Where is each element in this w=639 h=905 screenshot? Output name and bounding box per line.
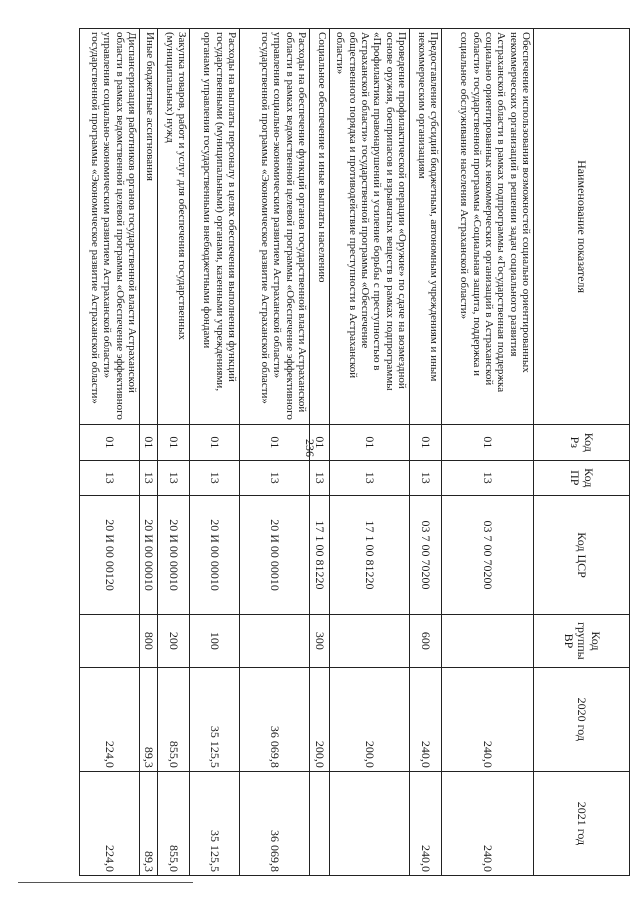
row-name: Диспансеризация работников органов государственной власти Астраханской области в рамках ведомственной целевой программы «Обеспечение эффективного управления социально-экономическим развитием Астраханской области» государственной программы «Экономическое развитие Астраханской области» xyxy=(80,29,140,425)
row-2021 xyxy=(330,771,410,875)
header-2021: 2021 год xyxy=(534,771,630,875)
row-pr: 13 xyxy=(80,460,140,495)
row-vr: 600 xyxy=(410,615,442,668)
row-2021: 855,0 xyxy=(158,771,190,875)
row-csr: 03 7 00 70200 xyxy=(442,495,534,614)
table-row xyxy=(80,29,140,876)
row-2021 xyxy=(310,771,330,875)
row-name: Закупка товаров, работ и услуг для обеспечения государственных (муниципальных) нужд xyxy=(158,29,190,425)
row-rz: 01 xyxy=(240,425,310,460)
table-row xyxy=(190,29,240,876)
row-csr: 17 1 00 81220 xyxy=(310,495,330,614)
budget-table xyxy=(79,28,630,876)
header-name: Наименование показателя xyxy=(534,29,630,425)
footnote-divider xyxy=(18,882,193,883)
row-vr: 300 xyxy=(310,615,330,668)
row-pr: 13 xyxy=(158,460,190,495)
row-2020: 35 125,5 xyxy=(190,667,240,771)
row-2020: 224,0 xyxy=(80,667,140,771)
table-row xyxy=(410,29,442,876)
header-rz: Код Рз xyxy=(534,425,630,460)
row-2020: 240,0 xyxy=(410,667,442,771)
row-2021: 35 125,5 xyxy=(190,771,240,875)
row-rz: 01 xyxy=(140,425,158,460)
row-rz: 01 xyxy=(410,425,442,460)
row-2021: 240,0 xyxy=(410,771,442,875)
row-pr: 13 xyxy=(442,460,534,495)
header-vr: Код группы ВР xyxy=(534,615,630,668)
row-rz: 01 xyxy=(80,425,140,460)
row-name: Предоставление субсидий бюджетным, автономным учреждениям и иным некоммерческим организациям xyxy=(410,29,442,425)
header-pr: Код ПР xyxy=(534,460,630,495)
row-rz: 01 xyxy=(158,425,190,460)
row-vr xyxy=(80,615,140,668)
row-pr: 13 xyxy=(310,460,330,495)
row-vr xyxy=(330,615,410,668)
row-pr: 13 xyxy=(410,460,442,495)
table-row xyxy=(442,29,534,876)
header-row xyxy=(534,29,630,876)
row-pr: 13 xyxy=(190,460,240,495)
row-rz: 01 xyxy=(190,425,240,460)
row-2020: 240,0 xyxy=(442,667,534,771)
row-name: Расходы на выплаты персоналу в целях обеспечения выполнения функций государственными (муниципальными) органами, казенными учреждениями, органами управления государственными внебюджетными фондами xyxy=(190,29,240,425)
row-2021: 224,0 xyxy=(80,771,140,875)
row-csr: 20 И 00 00120 xyxy=(80,495,140,614)
header-2020: 2020 год xyxy=(534,667,630,771)
row-vr xyxy=(240,615,310,668)
row-name: Проведение профилактической операции «Оружие» по сдаче на возмездной основе оружия, боеприпасов и взрывчатых веществ в рамках подпрограммы «Профилактика правонарушений и усиление борьбы с преступностью в Астраханской области» государственной программы «Обеспечение общественного порядка и противодействие преступности в Астраханской области» xyxy=(330,29,410,425)
row-pr: 13 xyxy=(140,460,158,495)
row-pr: 13 xyxy=(240,460,310,495)
row-name: Иные бюджетные ассигнования xyxy=(140,29,158,425)
table-row xyxy=(310,29,330,876)
table-row xyxy=(330,29,410,876)
row-name: Социальное обеспечение и иные выплаты населению xyxy=(310,29,330,425)
row-vr: 800 xyxy=(140,615,158,668)
row-csr: 20 И 00 00010 xyxy=(158,495,190,614)
row-2020: 200,0 xyxy=(310,667,330,771)
row-vr: 100 xyxy=(190,615,240,668)
header-csr: Код ЦСР xyxy=(534,495,630,614)
row-vr: 200 xyxy=(158,615,190,668)
row-2021: 240,0 xyxy=(442,771,534,875)
table-row xyxy=(240,29,310,876)
row-2020: 89,3 xyxy=(140,667,158,771)
row-2021: 36 069,8 xyxy=(240,771,310,875)
table-row xyxy=(140,29,158,876)
rotated-table-container xyxy=(89,28,630,876)
row-2020: 200,0 xyxy=(330,667,410,771)
row-csr: 17 1 00 81220 xyxy=(330,495,410,614)
row-csr: 03 7 00 70200 xyxy=(410,495,442,614)
row-rz: 01 xyxy=(442,425,534,460)
row-2021: 89,3 xyxy=(140,771,158,875)
row-2020: 855,0 xyxy=(158,667,190,771)
row-rz: 01 xyxy=(330,425,410,460)
row-rz: 01 xyxy=(310,425,330,460)
row-2020: 36 069,8 xyxy=(240,667,310,771)
row-name: Расходы на обеспечение функций органов государственной власти Астраханской области в рамках ведомственной целевой программы «Обеспечение эффективного управления социально-экономическим развитием Астраханской области» государственной программы «Экономическое развитие Астраханской области» xyxy=(240,29,310,425)
row-name: Обеспечение использования возможностей социально ориентированных некоммерческих организаций в решении задач социального развития Астраханской области в рамках подпрограммы «Государственная поддержка социально ориентированных некоммерческих организаций в Астраханской области» государственной программы «Социальная защита, поддержка и социальное обслуживание населения Астраханской области» xyxy=(442,29,534,425)
row-csr: 20 И 00 00010 xyxy=(190,495,240,614)
row-pr: 13 xyxy=(330,460,410,495)
row-vr xyxy=(442,615,534,668)
row-csr: 20 И 00 00010 xyxy=(240,495,310,614)
table-row xyxy=(158,29,190,876)
page-number: 236 xyxy=(303,439,317,457)
row-csr: 20 И 00 00010 xyxy=(140,495,158,614)
